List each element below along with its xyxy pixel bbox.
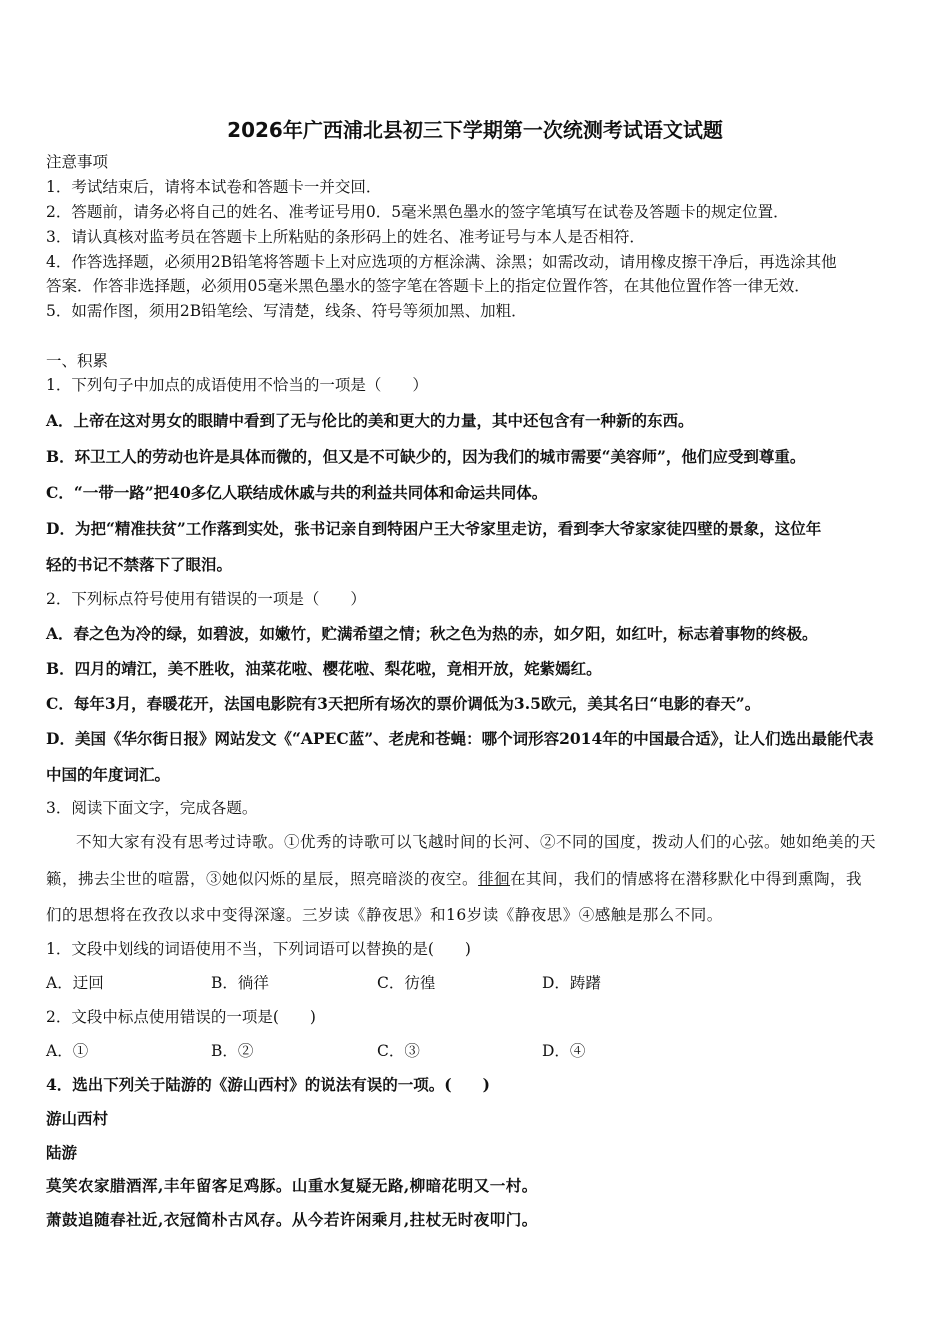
q2-option-b: B．四月的靖江，美不胜收，油菜花啦、樱花啦、梨花啦，竟相开放，姹紫嫣红。 <box>46 659 602 678</box>
notice-heading: 注意事项 <box>46 153 109 171</box>
q4-stem: 4．选出下列关于陆游的《游山西村》的说法有误的一项。( ) <box>46 1075 490 1094</box>
q3-sub2-stem: 2．文段中标点使用错误的一项是( ) <box>46 1008 316 1026</box>
q1-option-c: C．“一带一路”把40多亿人联结成休戚与共的利益共同体和命运共同体。 <box>46 483 548 502</box>
notice-item-4-cont: 答案．作答非选择题，必须用05毫米黑色墨水的签字笔在答题卡上的指定位置作答，在其他位置作答一律无效． <box>46 277 810 295</box>
q1-option-d: D．为把“精准扶贫”工作落到实处，张书记亲自到特困户王大爷家里走访，看到李大爷家家徒四壁的景象，这位年 <box>46 519 822 538</box>
q1-option-d-cont: 轻的书记不禁落下了眼泪。 <box>46 555 233 574</box>
underlined-word: 徘徊 <box>478 870 511 888</box>
notice-item-5: 5．如需作图，须用2B铅笔绘、写清楚，线条、符号等须加黑、加粗． <box>46 302 527 320</box>
notice-item-2: 2．答题前，请务必将自己的姓名、准考证号用0．5毫米黑色墨水的签字笔填写在试卷及答题卡的规定位置． <box>46 203 789 221</box>
q3-passage-line-3: 们的思想将在孜孜以求中变得深邃。三岁读《静夜思》和16岁读《静夜思》④感触是那么不同。 <box>46 906 723 924</box>
q3-sub2-option-a: A．① <box>46 1042 89 1060</box>
q2-stem: 2．下列标点符号使用有错误的一项是（ ） <box>46 590 366 608</box>
poem-line-1: 莫笑农家腊酒浑,丰年留客足鸡豚。山重水复疑无路,柳暗花明又一村。 <box>46 1176 538 1195</box>
q3-passage-line-2b: 在其间，我们的情感将在潜移默化中得到熏陶，我 <box>510 870 863 888</box>
poem-title: 游山西村 <box>46 1109 109 1128</box>
section-heading: 一、积累 <box>46 352 109 370</box>
q3-sub1-option-d: D．踌躇 <box>542 974 601 992</box>
q2-option-d: D．美国《华尔街日报》网站发文《“APEC蓝”、老虎和苍蝇：哪个词形容2014年的中国最合适》，让人们选出最能代表 <box>46 729 874 748</box>
q3-sub1-stem: 1．文段中划线的词语使用不当，下列词语可以替换的是( ) <box>46 940 471 958</box>
q2-option-a: A．春之色为冷的绿，如碧波，如嫩竹，贮满希望之情；秋之色为热的赤，如夕阳，如红叶，标志着事物的终极。 <box>46 624 818 643</box>
notice-item-3: 3．请认真核对监考员在答题卡上所粘贴的条形码上的姓名、准考证号与本人是否相符． <box>46 228 645 246</box>
q3-passage-line-2 <box>46 869 862 889</box>
q3-sub2-option-d: D．④ <box>542 1042 586 1060</box>
notice-item-4: 4．作答选择题，必须用2B铅笔将答题卡上对应选项的方框涂满、涂黑；如需改动，请用橡皮擦干净后，再选涂其他 <box>46 253 837 271</box>
notice-item-1: 1．考试结束后，请将本试卷和答题卡一并交回． <box>46 178 382 196</box>
q3-sub1-option-a: A．迂回 <box>46 974 104 992</box>
q2-option-c: C．每年3月，春暖花开，法国电影院有3天把所有场次的票价调低为3.5欧元，美其名曰“电影的春天”。 <box>46 694 761 713</box>
q1-stem: 1．下列句子中加点的成语使用不恰当的一项是（ ） <box>46 376 428 394</box>
q3-sub1-option-b: B．徜徉 <box>211 974 269 992</box>
q3-stem: 3．阅读下面文字，完成各题。 <box>46 799 258 817</box>
q3-passage-line-2a: 籁，拂去尘世的喧嚣，③她似闪烁的星辰，照亮暗淡的夜空。 <box>46 870 479 888</box>
poem-author: 陆游 <box>46 1143 78 1162</box>
q2-option-d-cont: 中国的年度词汇。 <box>46 765 171 784</box>
page-title: 2026年广西浦北县初三下学期第一次统测考试语文试题 <box>227 118 723 142</box>
q3-sub2-option-c: C．③ <box>377 1042 420 1060</box>
q1-option-b: B．环卫工人的劳动也许是具体而微的，但又是不可缺少的，因为我们的城市需要“美容师”，他们应受到尊重。 <box>46 447 806 466</box>
q3-passage-line-1: 不知大家有没有思考过诗歌。①优秀的诗歌可以飞越时间的长河、②不同的国度，拨动人们的心弦。她如绝美的天 <box>76 833 877 851</box>
poem-line-2: 萧鼓追随春社近,衣冠简朴古风存。从今若许闲乘月,拄杖无时夜叩门。 <box>46 1210 538 1229</box>
q3-sub2-option-b: B．② <box>211 1042 254 1060</box>
q3-sub1-option-c: C．彷徨 <box>377 974 436 992</box>
q1-option-a: A．上帝在这对男女的眼睛中看到了无与伦比的美和更大的力量，其中还包含有一种新的东西。 <box>46 411 694 430</box>
